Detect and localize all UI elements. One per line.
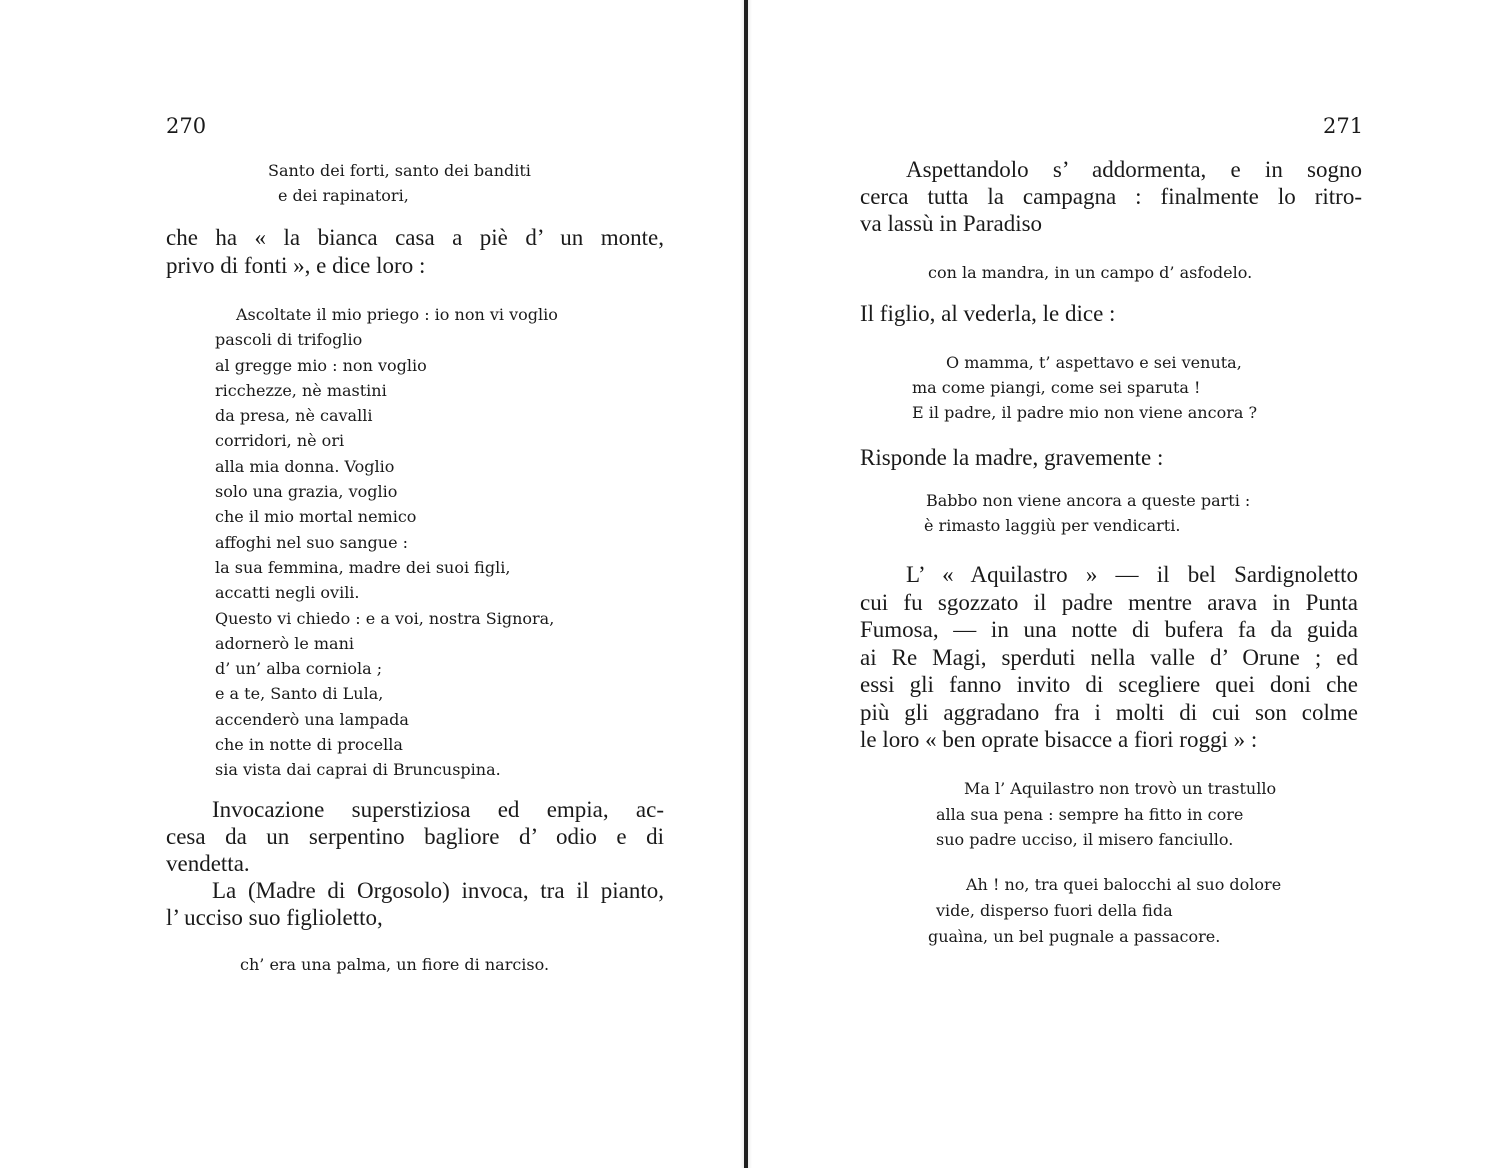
verse-line: da presa, nè cavalli xyxy=(215,406,373,426)
verse-block xyxy=(240,952,549,977)
prose-line: Aspettandolo s’ addormenta, e in sogno xyxy=(906,157,1362,182)
verse-line: ma come piangi, come sei sparuta ! xyxy=(912,378,1201,397)
verse-line: è rimasto laggiù per vendicarti. xyxy=(924,516,1181,535)
verse-line: suo padre ucciso, il misero fanciullo. xyxy=(936,830,1234,849)
verse-line: e a te, Santo di Lula, xyxy=(215,684,384,704)
prose-line: La (Madre di Orgosolo) invoca, tra il pianto, xyxy=(212,878,664,903)
verse-block xyxy=(928,260,1252,285)
verse-block xyxy=(928,872,1282,950)
verse-line: sia vista dai caprai di Bruncuspina. xyxy=(215,760,501,780)
verse-line: d’ un’ alba corniola ; xyxy=(215,659,383,679)
prose-line: vendetta. xyxy=(166,851,250,876)
page-number-right: 271 xyxy=(1323,114,1364,138)
verse-line: ricchezze, nè mastini xyxy=(215,380,387,400)
verse-line: con la mandra, in un campo d’ asfodelo. xyxy=(928,263,1253,282)
prose-line: che ha « la bianca casa a piè d’ un monte, xyxy=(166,225,664,250)
prose-paragraph xyxy=(860,156,1362,237)
prose-line: l’ ucciso suo figlioletto, xyxy=(166,905,383,930)
prose-line: essi gli fanno invito di scegliere quei doni che xyxy=(860,672,1358,697)
verse-line: che il mio mortal nemico xyxy=(215,507,417,527)
verse-line: vide, disperso fuori della fida xyxy=(936,901,1173,920)
verse-line: al gregge mio : non voglio xyxy=(215,355,427,375)
verse-line: solo una grazia, voglio xyxy=(215,482,398,502)
verse-line: affoghi nel suo sangue : xyxy=(215,532,409,552)
verse-line: Santo dei forti, santo dei banditi xyxy=(268,161,531,180)
prose-paragraph xyxy=(166,224,664,280)
verse-line: accatti negli ovili. xyxy=(215,583,360,603)
prose-line: privo di fonti », e dice loro : xyxy=(166,253,426,278)
verse-block xyxy=(215,302,558,783)
verse-line: e dei rapinatori, xyxy=(278,186,409,205)
prose-line: Fumosa, — in una notte di bufera fa da guida xyxy=(860,617,1358,642)
prose-line: cui fu sgozzato il padre mentre arava in Punta xyxy=(860,589,1358,615)
verse-line: alla mia donna. Voglio xyxy=(215,456,395,476)
prose-paragraph xyxy=(860,444,1362,471)
verse-block xyxy=(268,158,531,208)
verse-line: Ah ! no, tra quei balocchi al suo dolore xyxy=(966,875,1282,894)
prose-line: cesa da un serpentino bagliore d’ odio e di xyxy=(166,824,664,849)
verse-line: Ma l’ Aquilastro non trovò un trastullo xyxy=(964,779,1277,798)
verse-line: pascoli di trifoglio xyxy=(215,330,363,350)
verse-line: E il padre, il padre mio non viene ancora ? xyxy=(912,403,1258,422)
prose-paragraph xyxy=(860,300,1362,327)
verse-line: guaìna, un bel pugnale a passacore. xyxy=(928,927,1221,946)
prose-line: più gli aggradano fra i molti di cui son colme xyxy=(860,699,1358,725)
verse-block xyxy=(912,350,1257,425)
verse-line: Ascoltate il mio priego : io non vi voglio xyxy=(236,305,558,324)
prose-line: Risponde la madre, gravemente : xyxy=(860,445,1164,470)
verse-line: corridori, nè ori xyxy=(215,431,345,451)
left-page xyxy=(0,0,744,1168)
page-number-left: 270 xyxy=(166,114,207,138)
right-page xyxy=(748,0,1500,1168)
prose-line: ai Re Magi, sperduti nella valle d’ Orune ; ed xyxy=(860,644,1358,670)
prose-line: le loro « ben oprate bisacce a fiori roggi » : xyxy=(860,727,1258,752)
verse-line: alla sua pena : sempre ha fitto in core xyxy=(936,804,1244,824)
prose-line: Invocazione superstiziosa ed empia, ac- xyxy=(212,797,664,822)
prose-line: cerca tutta la campagna : finalmente lo ritro- xyxy=(860,184,1362,209)
prose-line: L’ « Aquilastro » — il bel Sardignoletto xyxy=(906,562,1358,587)
verse-line: adornerò le mani xyxy=(215,633,355,653)
prose-paragraph xyxy=(860,561,1358,754)
prose-line: va lassù in Paradiso xyxy=(860,211,1043,236)
verse-line: O mamma, t’ aspettavo e sei venuta, xyxy=(946,353,1242,372)
prose-line: Il figlio, al vederla, le dice : xyxy=(860,301,1116,326)
verse-line: Questo vi chiedo : e a voi, nostra Signora, xyxy=(215,608,555,628)
verse-line: Babbo non viene ancora a queste parti : xyxy=(926,491,1251,510)
verse-line: la sua femmina, madre dei suoi figli, xyxy=(215,557,511,577)
verse-line: che in notte di procella xyxy=(215,735,403,755)
verse-block xyxy=(936,776,1276,853)
verse-line: accenderò una lampada xyxy=(215,709,409,729)
prose-paragraph xyxy=(166,796,664,931)
verse-line: ch’ era una palma, un fiore di narciso. xyxy=(240,955,550,974)
verse-block xyxy=(924,488,1250,538)
